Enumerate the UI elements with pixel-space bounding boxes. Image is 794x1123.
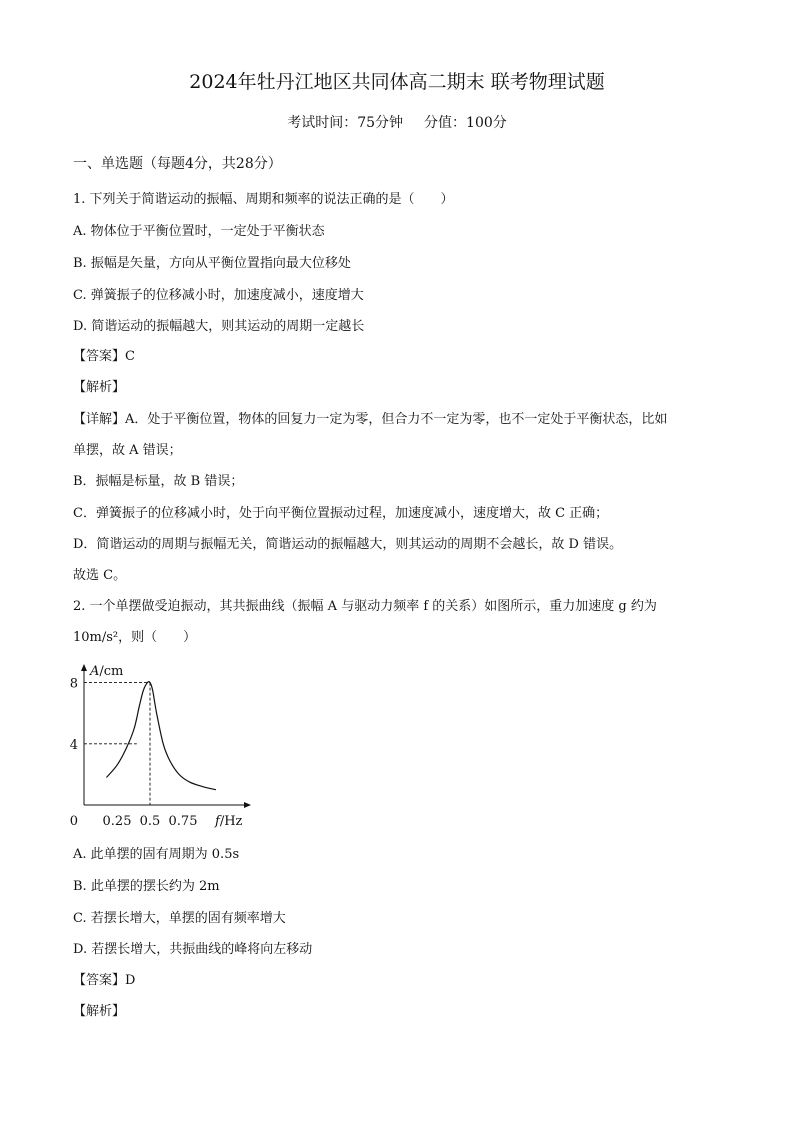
x-tick-label: 0.75 [168, 814, 198, 829]
q2-stem-line1: 2. 一个单摆做受迫振动，其共振曲线（振幅 A 与驱动力频率 f 的关系）如图所示，重力加速度 g 约为 [73, 599, 657, 614]
q1-detail-a-line2: 单摆，故 A 错误； [73, 443, 182, 458]
tick-labels [70, 677, 198, 829]
origin-label: 0 [69, 814, 78, 829]
q1-answer: 【答案】C [73, 349, 135, 364]
exam-info [0, 114, 794, 132]
q1-detail-b: B．振幅是标量，故 B 错误； [73, 474, 244, 489]
q1-option-a: A. 物体位于平衡位置时，一定处于平衡状态 [73, 224, 325, 239]
exam-score: 分值：100分 [424, 115, 507, 131]
section-heading: 一、单选题（每题4分，共28分） [73, 156, 282, 172]
q1-option-b: B. 振幅是矢量，方向从平衡位置指向最大位移处 [73, 256, 351, 271]
q1-conclusion: 故选 C。 [73, 568, 127, 583]
q2-answer: 【答案】D [73, 973, 136, 988]
q2-stem-line2: 10m/s²，则（ ） [73, 630, 197, 645]
resonance-curve-line [106, 682, 216, 790]
resonance-curve-figure [60, 655, 260, 835]
q1-detail-a-line1: 【详解】A．处于平衡位置，物体的回复力一定为零，但合力不一定为零，也不一定处于平衡状态，比如 [73, 412, 668, 427]
q2-analysis-heading: 【解析】 [73, 1004, 126, 1019]
q2-option-a: A. 此单摆的固有周期为 0.5s [73, 847, 240, 862]
q2-option-c: C. 若摆长增大，单摆的固有频率增大 [73, 911, 286, 926]
y-tick-label: 8 [69, 676, 78, 692]
q1-option-d: D. 简谐运动的振幅越大，则其运动的周期一定越长 [73, 319, 365, 334]
x-tick-label: 0.25 [102, 814, 132, 829]
q1-detail-c: C．弹簧振子的位移减小时，处于向平衡位置振动过程，加速度减小，速度增大，故 C 正确； [73, 506, 609, 521]
q2-option-d: D. 若摆长增大，共振曲线的峰将向左移动 [73, 942, 313, 957]
x-tick-label: 0.5 [139, 814, 161, 829]
y-tick-label: 4 [69, 737, 78, 753]
q2-option-b: B. 此单摆的摆长约为 2m [73, 879, 220, 894]
q1-option-c: C. 弹簧振子的位移减小时，加速度减小，速度增大 [73, 288, 364, 303]
q1-stem: 1. 下列关于简谐运动的振幅、周期和频率的说法正确的是（ ） [73, 192, 454, 207]
x-axis-label: f/Hz [215, 814, 243, 829]
exam-time: 考试时间：75分钟 [287, 115, 404, 131]
q1-analysis-heading: 【解析】 [73, 380, 126, 395]
q1-detail-d: D．简谐运动的周期与振幅无关，简谐运动的振幅越大，则其运动的周期不会越长，故 D 错误。 [73, 537, 623, 552]
page-title: 2024年牡丹江地区共同体高二期末 联考物理试题 [189, 71, 605, 93]
y-axis-label: A/cm [90, 664, 124, 679]
